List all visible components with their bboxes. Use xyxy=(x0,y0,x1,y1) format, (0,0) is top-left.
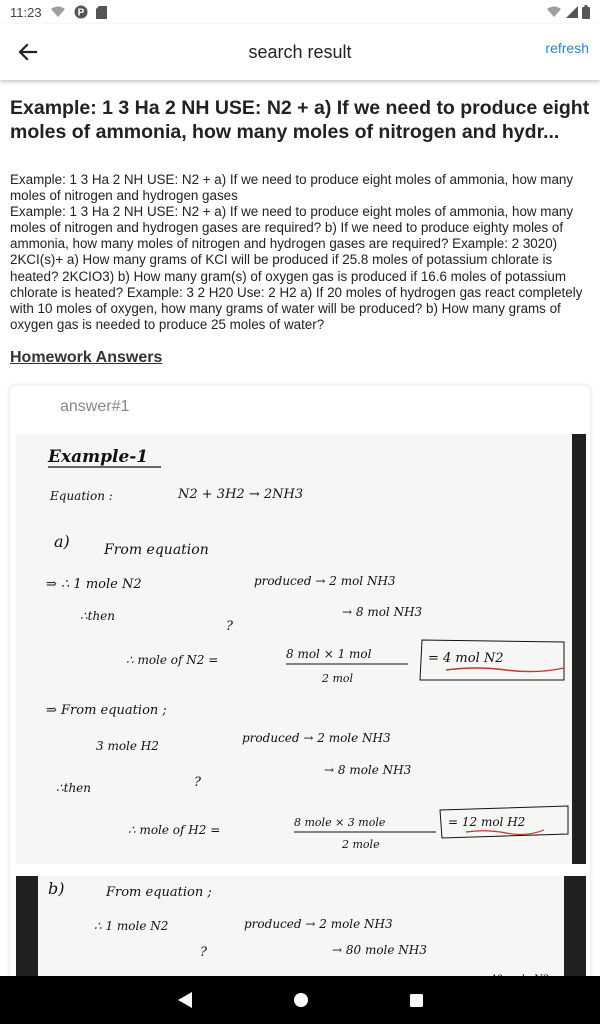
question-title: Example: 1 3 Ha 2 NH USE: N2 + a) If we need to produce eight moles of ammonia, how many moles of nitrogen and hydr... xyxy=(10,97,590,143)
hw-line2-right: → 8 mol NH3 xyxy=(342,605,423,619)
hw-calc1-left: ∴ mole of N2 = xyxy=(126,653,219,667)
back-triangle-icon[interactable] xyxy=(177,991,193,1009)
hw-calc2-left: ∴ mole of H2 = xyxy=(128,823,221,837)
hw-qmark-2: ? xyxy=(194,775,201,790)
wifi-icon xyxy=(546,6,562,18)
sd-card-icon xyxy=(96,6,107,19)
hw-from-equation-3: From equation ; xyxy=(106,885,212,900)
hw-part-b: b) xyxy=(48,879,65,898)
wifi-question-icon xyxy=(50,6,66,18)
status-left xyxy=(10,5,107,20)
home-circle-icon[interactable] xyxy=(293,992,309,1008)
hw-result2: = 12 mol H2 xyxy=(448,815,526,829)
hw-result1: = 4 mol N2 xyxy=(428,651,504,666)
homework-heading: Homework Answers xyxy=(10,348,163,366)
refresh-button[interactable]: refresh xyxy=(545,40,589,56)
content-area[interactable] xyxy=(0,80,600,976)
hw-qmark-3: ? xyxy=(200,945,207,960)
page-title: search result xyxy=(248,42,352,62)
hw-calc1-den: 2 mol xyxy=(322,672,354,685)
answer-label: answer#1 xyxy=(60,398,130,415)
hw-equation-label: Equation : xyxy=(50,489,113,503)
question-paragraph-2: Example: 1 3 Ha 2 NH USE: N2 + a) If we need to produce eight moles of ammonia, how many moles of nitrogen and hydrogen gases are required? b) If we need to produce eighty moles of ammonia, how many moles of nitrogen and hydrogen gases are required? Example: 2 3020) 2KCI(s)+ a) How many grams of KCI will be produced if 25.8 moles of potassium chlorate is heated? 2KCIO3) b) How many gram(s) of oxygen gas is produced if 16.6 moles of potassium chlorate is heated? Example: 3 2 H20 Use: 2 H2 a) If 20 moles of hydrogen gas react completely with 10 moles of oxygen, how many grams of water will be produced? b) How many grams of oxygen gas is needed to produce 25 moles of water? xyxy=(10,204,583,332)
recents-square-icon[interactable] xyxy=(409,993,424,1008)
hw-from-equation-2: ⇒ From equation ; xyxy=(46,703,167,718)
hw-line3-right: produced → 2 mole NH3 xyxy=(242,731,391,745)
paper-gap xyxy=(16,864,586,876)
app-bar xyxy=(0,24,600,80)
hw-line3-left: 3 mole H2 xyxy=(96,739,159,753)
paper-left-edge-2 xyxy=(16,876,38,976)
hw-title: Example-1 xyxy=(48,447,149,467)
p-icon xyxy=(74,5,88,19)
hw-calc1-num: 8 mol × 1 mol xyxy=(286,647,372,661)
question-body xyxy=(10,172,590,333)
hw-then-2: ∴then xyxy=(56,781,92,795)
hw-from-equation: From equation xyxy=(104,542,209,558)
hw-part-a: a) xyxy=(54,532,70,551)
svg-text:P: P xyxy=(77,7,84,19)
hw-equation: N2 + 3H2 → 2NH3 xyxy=(178,487,304,502)
hw-line4-right: → 8 mole NH3 xyxy=(324,763,412,777)
battery-icon xyxy=(582,5,590,19)
handwritten-answer-image xyxy=(16,434,586,976)
hw-then-1: ∴then xyxy=(80,609,116,623)
hw-line6-right: → 80 mole NH3 xyxy=(332,943,427,957)
hw-calc2-num: 8 mole × 3 mole xyxy=(294,816,386,829)
hw-calc2-den: 2 mole xyxy=(342,838,380,851)
hw-line5-right: produced → 2 mole NH3 xyxy=(244,917,393,931)
hw-line1-left: ⇒ ∴ 1 mole N2 xyxy=(46,577,142,592)
signal-icon xyxy=(566,6,578,18)
system-nav-bar xyxy=(0,976,600,1024)
status-bar xyxy=(0,0,600,24)
paper-right-edge-2 xyxy=(564,876,586,976)
hw-qmark-1: ? xyxy=(226,619,233,634)
question-paragraph-1: Example: 1 3 Ha 2 NH USE: N2 + a) If we need to produce eight moles of ammonia, how many moles of nitrogen and hydrogen gases xyxy=(10,172,574,204)
paper-right-edge xyxy=(572,434,586,864)
hw-line5-left: ∴ 1 mole N2 xyxy=(94,919,169,933)
status-right xyxy=(546,5,590,19)
hw-line1-right: produced → 2 mol NH3 xyxy=(254,574,396,588)
status-time: 11:23 xyxy=(10,4,42,20)
answer-card[interactable] xyxy=(10,386,590,976)
